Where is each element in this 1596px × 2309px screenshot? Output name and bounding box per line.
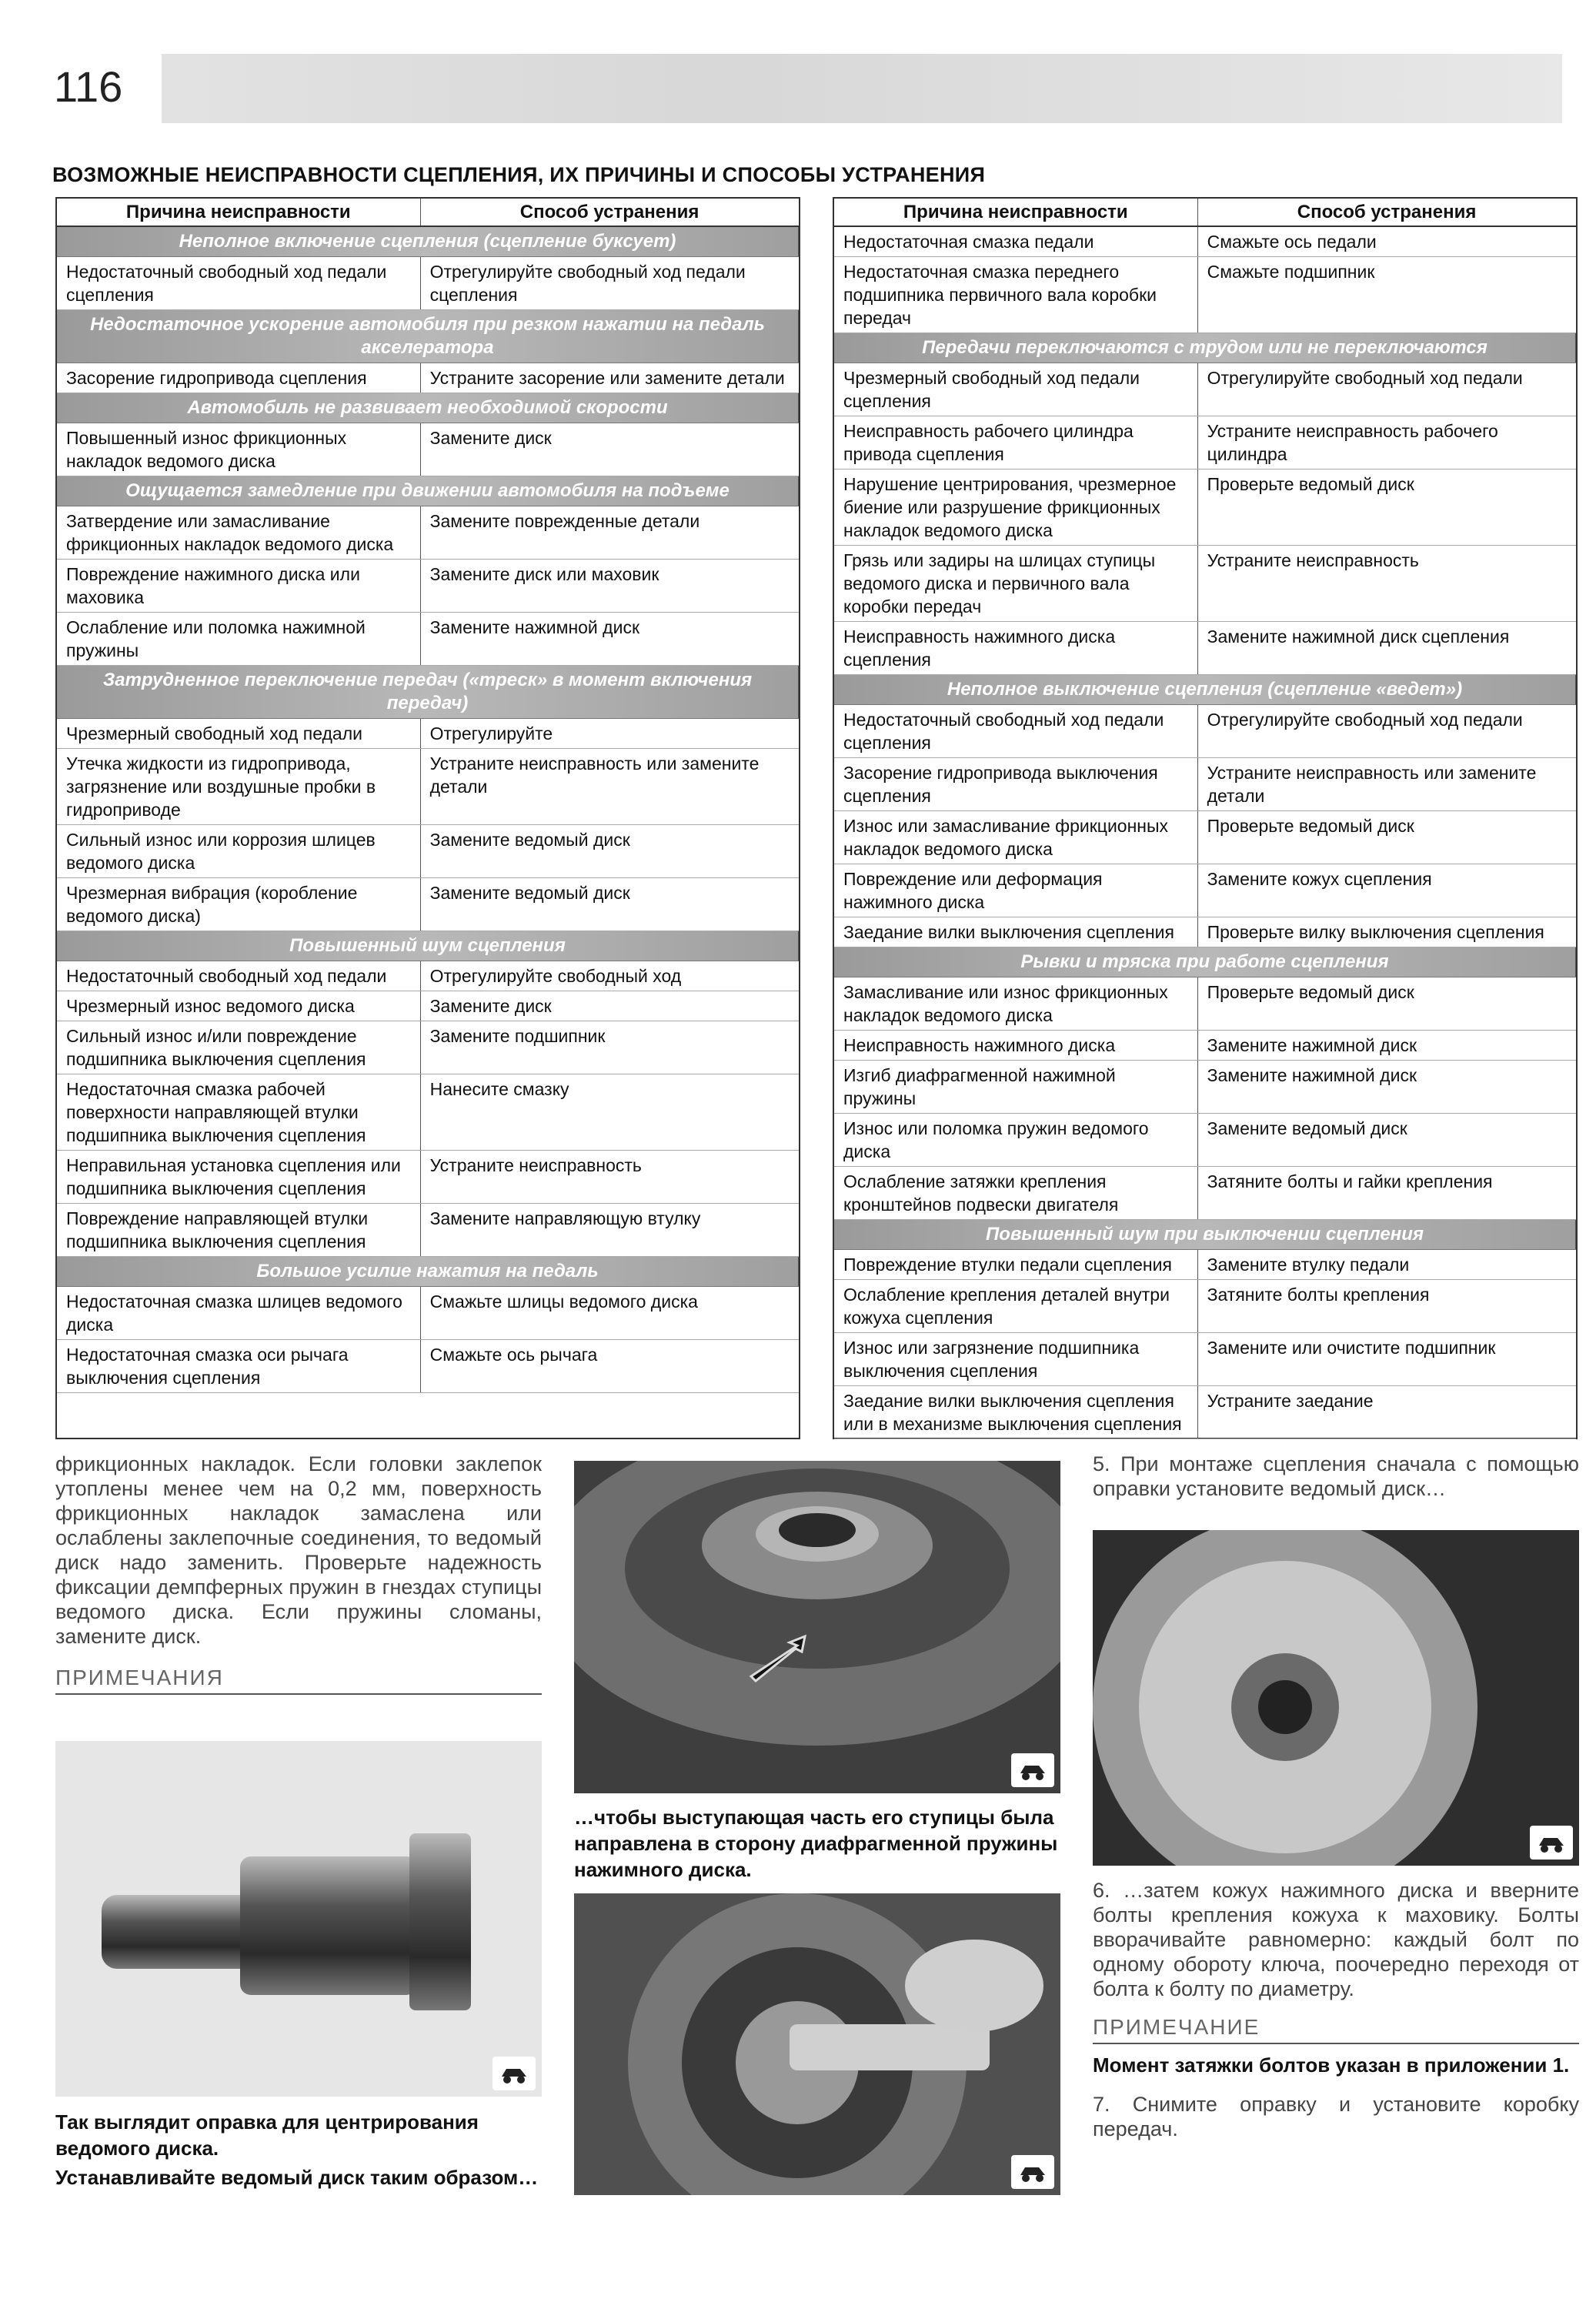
car-icon — [1011, 2155, 1054, 2189]
cause-cell: Недостаточная смазка педали — [834, 226, 1197, 257]
cause-cell: Недостаточная смазка переднего подшипника первичного вала коробки передач — [834, 257, 1197, 333]
fix-cell: Замените ведомый диск — [420, 825, 798, 878]
disc-install-photo — [574, 1893, 1060, 2195]
car-icon — [1011, 1753, 1054, 1787]
table-row — [57, 961, 799, 991]
section-title: Ощущается замедление при движении автомобиля на подъеме — [57, 476, 799, 506]
table-row — [834, 705, 1576, 758]
fix-cell: Проверьте ведомый диск — [1197, 977, 1575, 1031]
fix-cell: Смажьте шлицы ведомого диска — [420, 1287, 798, 1340]
section-header-row — [57, 393, 799, 423]
cause-cell: Заедание вилки выключения сцепления — [834, 917, 1197, 947]
table-row — [57, 1287, 799, 1340]
cause-cell: Ослабление затяжки крепления кронштейнов подвески двигателя — [834, 1167, 1197, 1220]
table-row — [57, 1340, 799, 1393]
fix-cell: Замените подшипник — [420, 1021, 798, 1074]
cause-cell: Чрезмерный свободный ход педали — [57, 719, 420, 749]
fix-cell: Нанесите смазку — [420, 1074, 798, 1151]
fix-cell: Затяните болты крепления — [1197, 1280, 1575, 1333]
fix-cell: Замените ведомый диск — [1197, 1114, 1575, 1167]
table-row — [57, 560, 799, 613]
table-row — [57, 719, 799, 749]
section-title: Рывки и тряска при работе сцепления — [834, 947, 1576, 977]
fix-cell: Отрегулируйте свободный ход педали сцепления — [420, 257, 798, 310]
table-row — [834, 811, 1576, 864]
section-title: Неполное включение сцепления (сцепление буксует) — [57, 226, 799, 257]
table-row — [57, 423, 799, 476]
cause-cell: Износ или замасливание фрикционных накладок ведомого диска — [834, 811, 1197, 864]
section-header-row — [57, 931, 799, 961]
cause-cell: Заедание вилки выключения сцепления или в механизме выключения сцепления — [834, 1386, 1197, 1439]
section-title: Неполное выключение сцепления (сцепление «ведет») — [834, 675, 1576, 705]
cause-cell: Чрезмерная вибрация (коробление ведомого диска) — [57, 878, 420, 931]
section-title: Передачи переключаются с трудом или не переключаются — [834, 333, 1576, 363]
table-row — [834, 257, 1576, 333]
cause-cell: Недостаточная смазка рабочей поверхности направляющей втулки подшипника выключения сцепления — [57, 1074, 420, 1151]
fix-cell: Затяните болты и гайки крепления — [1197, 1167, 1575, 1220]
cause-header: Причина неисправности — [834, 199, 1197, 226]
install-illustration — [574, 1893, 1060, 2195]
cause-cell: Нарушение центрирования, чрезмерное биение или разрушение фрикционных накладок ведомого диска — [834, 469, 1197, 546]
fix-cell: Проверьте ведомый диск — [1197, 811, 1575, 864]
cause-cell: Сильный износ и/или повреждение подшипника выключения сцепления — [57, 1021, 420, 1074]
cause-cell: Недостаточная смазка оси рычага выключения сцепления — [57, 1340, 420, 1393]
section-header-row — [57, 666, 799, 719]
section-header-row — [57, 476, 799, 506]
fix-cell: Устраните неисправность или замените детали — [420, 749, 798, 825]
cause-header: Причина неисправности — [57, 199, 420, 226]
fix-cell: Отрегулируйте — [420, 719, 798, 749]
cause-cell: Грязь или задиры на шлицах ступицы ведомого диска и первичного вала коробки передач — [834, 546, 1197, 622]
table-row — [57, 1151, 799, 1204]
fix-cell: Замените нажимной диск — [420, 613, 798, 666]
cause-cell: Засорение гидропривода сцепления — [57, 363, 420, 393]
table-row — [834, 977, 1576, 1031]
table-row — [834, 1386, 1576, 1439]
fix-cell: Смажьте подшипник — [1197, 257, 1575, 333]
section-header-row — [57, 1257, 799, 1287]
fix-cell: Замените или очистите подшипник — [1197, 1333, 1575, 1386]
note-title: ПРИМЕЧАНИЯ — [55, 1666, 542, 1695]
column-1 — [55, 1452, 542, 1695]
table-row — [57, 257, 799, 310]
cause-cell: Неисправность рабочего цилиндра привода сцепления — [834, 416, 1197, 469]
pressure-plate-photo — [1093, 1530, 1579, 1866]
table-row — [57, 825, 799, 878]
fix-cell: Замените диск — [420, 991, 798, 1021]
cause-cell: Засорение гидропривода выключения сцепления — [834, 758, 1197, 811]
table-row — [57, 1021, 799, 1074]
fix-cell: Замените нажимной диск — [1197, 1031, 1575, 1061]
right-table — [833, 197, 1578, 1439]
fix-cell: Замените ведомый диск — [420, 878, 798, 931]
fix-cell: Устраните неисправность — [420, 1151, 798, 1204]
step-5: 5. При монтаже сцепления сначала с помощью оправки установите ведомый диск… — [1093, 1452, 1579, 1500]
table-row — [834, 363, 1576, 416]
section-header-row — [834, 947, 1576, 977]
fix-cell: Смажьте ось рычага — [420, 1340, 798, 1393]
body-paragraph: фрикционных накладок. Если головки заклепок утоплены менее чем на 0,2 мм, поверхность фрикционных накладок замаслена или ослаблены заклепочные соединения, то ведомый диск надо заменить. Проверьте надежность фиксации демпферных пружин в гнездах ступицы ведомого диска. Если пружины сломаны, замените диск. — [55, 1452, 542, 1648]
fix-cell: Устраните неисправность — [1197, 546, 1575, 622]
table-row — [834, 917, 1576, 947]
cause-cell: Неисправность нажимного диска — [834, 1031, 1197, 1061]
cause-cell: Ослабление крепления деталей внутри кожуха сцепления — [834, 1280, 1197, 1333]
car-icon — [1530, 1826, 1573, 1860]
fix-cell: Замените нажимной диск сцепления — [1197, 622, 1575, 675]
fix-cell: Замените кожух сцепления — [1197, 864, 1575, 917]
disc-hub-photo — [574, 1461, 1060, 1793]
column-3-bottom — [1093, 1878, 1579, 2141]
left-table — [55, 197, 800, 1439]
fix-cell: Отрегулируйте свободный ход педали — [1197, 705, 1575, 758]
table-row — [834, 1114, 1576, 1167]
cause-cell: Повреждение или деформация нажимного диска — [834, 864, 1197, 917]
cause-cell: Повреждение направляющей втулки подшипника выключения сцепления — [57, 1204, 420, 1257]
fix-cell: Устраните неисправность рабочего цилиндра — [1197, 416, 1575, 469]
fix-cell: Замените диск — [420, 423, 798, 476]
section-title: Повышенный шум при выключении сцепления — [834, 1220, 1576, 1250]
section-header-row — [57, 310, 799, 363]
cause-cell: Повреждение втулки педали сцепления — [834, 1250, 1197, 1280]
cause-cell: Сильный износ или коррозия шлицев ведомого диска — [57, 825, 420, 878]
table-row — [834, 1031, 1576, 1061]
fix-cell: Отрегулируйте свободный ход — [420, 961, 798, 991]
section-header-row — [834, 675, 1576, 705]
cause-cell: Износ или загрязнение подшипника выключения сцепления — [834, 1333, 1197, 1386]
fix-cell: Проверьте вилку выключения сцепления — [1197, 917, 1575, 947]
note-text: Момент затяжки болтов указан в приложении 1. — [1093, 2053, 1570, 2077]
section-header-row — [834, 333, 1576, 363]
table-row — [57, 878, 799, 931]
caption-mandrel: Так выглядит оправка для центрирования ведомого диска. — [55, 2110, 479, 2160]
fix-cell: Замените втулку педали — [1197, 1250, 1575, 1280]
cause-cell: Повреждение нажимного диска или маховика — [57, 560, 420, 613]
fix-cell: Устраните неисправность или замените детали — [1197, 758, 1575, 811]
column-2-caption — [574, 1804, 1060, 1883]
cause-cell: Износ или поломка пружин ведомого диска — [834, 1114, 1197, 1167]
fix-cell: Проверьте ведомый диск — [1197, 469, 1575, 546]
disc-illustration — [574, 1461, 1060, 1793]
cause-cell: Ослабление или поломка нажимной пружины — [57, 613, 420, 666]
table-row — [834, 1280, 1576, 1333]
step-6: 6. …затем кожух нажимного диска и вверните болты крепления кожуха к маховику. Болты вворачивайте равномерно: каждый болт по одному обороту ключа, поочередно переходя от болта к болту по диаметру. — [1093, 1879, 1579, 2000]
fix-cell: Замените поврежденные детали — [420, 506, 798, 560]
column-3 — [1093, 1452, 1579, 1501]
car-icon — [492, 2057, 536, 2090]
cause-cell: Утечка жидкости из гидропривода, загрязнение или воздушные пробки в гидроприводе — [57, 749, 420, 825]
section-title: Затрудненное переключение передач («треск» в момент включения передач) — [57, 666, 799, 719]
step-7: 7. Снимите оправку и установите коробку передач. — [1093, 2093, 1579, 2140]
table-row — [834, 1250, 1576, 1280]
cause-cell: Изгиб диафрагменной нажимной пружины — [834, 1061, 1197, 1114]
page-number: 116 — [54, 62, 123, 111]
header-band — [162, 54, 1562, 123]
cause-cell: Замасливание или износ фрикционных накладок ведомого диска — [834, 977, 1197, 1031]
pressure-plate-illustration — [1093, 1530, 1579, 1866]
table-row — [834, 864, 1576, 917]
table-row — [834, 758, 1576, 811]
fix-cell: Замените диск или маховик — [420, 560, 798, 613]
section-title: Недостаточное ускорение автомобиля при резком нажатии на педаль акселератора — [57, 310, 799, 363]
section-title: Большое усилие нажатия на педаль — [57, 1257, 799, 1287]
table-row — [834, 622, 1576, 675]
fix-cell: Отрегулируйте свободный ход педали — [1197, 363, 1575, 416]
table-row — [834, 1333, 1576, 1386]
cause-cell: Чрезмерный износ ведомого диска — [57, 991, 420, 1021]
fix-cell: Устраните засорение или замените детали — [420, 363, 798, 393]
cause-cell: Повышенный износ фрикционных накладок ведомого диска — [57, 423, 420, 476]
fix-header: Способ устранения — [420, 199, 798, 226]
mandrel-illustration — [55, 1741, 542, 2097]
fix-cell: Замените направляющую втулку — [420, 1204, 798, 1257]
table-row — [834, 416, 1576, 469]
table-row — [57, 506, 799, 560]
fix-cell: Устраните заедание — [1197, 1386, 1575, 1439]
column-1-captions — [55, 2109, 542, 2190]
fix-cell: Замените нажимной диск — [1197, 1061, 1575, 1114]
section-header-row — [57, 226, 799, 257]
cause-cell: Недостаточный свободный ход педали сцепления — [57, 257, 420, 310]
table-row — [57, 1074, 799, 1151]
cause-cell: Недостаточный свободный ход педали — [57, 961, 420, 991]
table-row — [57, 613, 799, 666]
cause-cell: Недостаточный свободный ход педали сцепления — [834, 705, 1197, 758]
fix-cell: Смажьте ось педали — [1197, 226, 1575, 257]
table-row — [834, 1167, 1576, 1220]
cause-cell: Недостаточная смазка шлицев ведомого диска — [57, 1287, 420, 1340]
section-header-row — [834, 1220, 1576, 1250]
note-title: ПРИМЕЧАНИЕ — [1093, 2015, 1579, 2044]
cause-cell: Чрезмерный свободный ход педали сцепления — [834, 363, 1197, 416]
table-title: ВОЗМОЖНЫЕ НЕИСПРАВНОСТИ СЦЕПЛЕНИЯ, ИХ ПРИЧИНЫ И СПОСОБЫ УСТРАНЕНИЯ — [52, 163, 986, 186]
table-row — [57, 991, 799, 1021]
table-row — [834, 469, 1576, 546]
table-row — [834, 226, 1576, 257]
fix-header: Способ устранения — [1197, 199, 1575, 226]
section-title: Автомобиль не развивает необходимой скорости — [57, 393, 799, 423]
cause-cell: Затвердение или замасливание фрикционных накладок ведомого диска — [57, 506, 420, 560]
table-row — [834, 546, 1576, 622]
cause-cell: Неисправность нажимного диска сцепления — [834, 622, 1197, 675]
cause-cell: Неправильная установка сцепления или подшипника выключения сцепления — [57, 1151, 420, 1204]
table-row — [57, 749, 799, 825]
table-row — [834, 1061, 1576, 1114]
table-row — [57, 1204, 799, 1257]
mandrel-photo — [55, 1741, 542, 2097]
caption-install: Устанавливайте ведомый диск таким образом… — [55, 2166, 539, 2189]
section-title: Повышенный шум сцепления — [57, 931, 799, 961]
table-row — [57, 363, 799, 393]
caption-hub-direction: …чтобы выступающая часть его ступицы была направлена в сторону диафрагменной пружины нажимного диска. — [574, 1806, 1058, 1881]
